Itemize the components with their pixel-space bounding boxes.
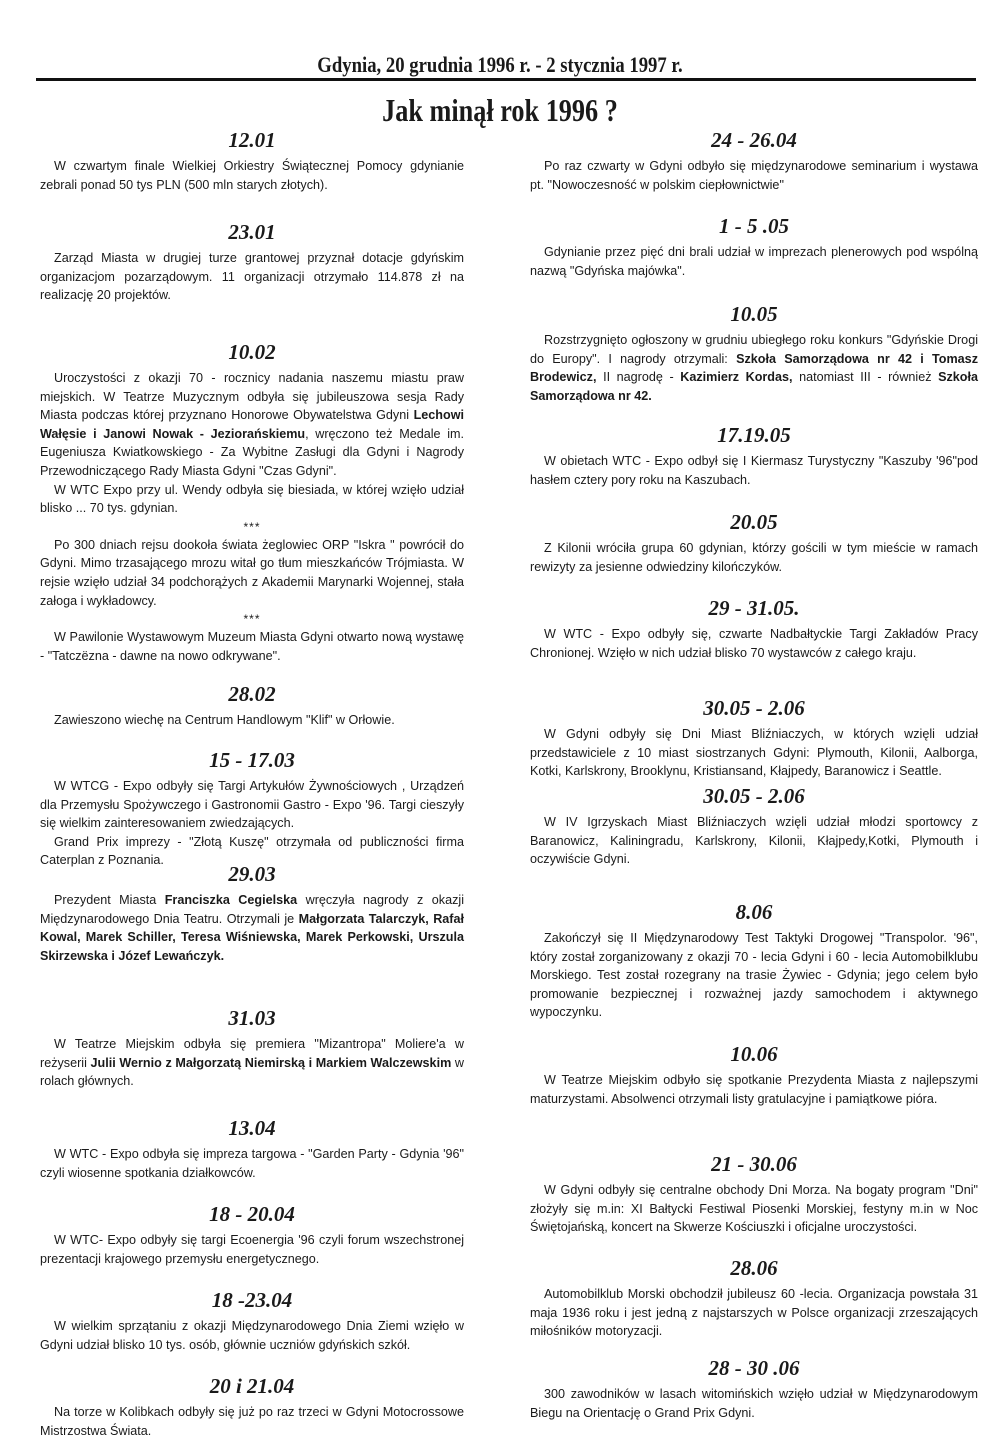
text-run: Po raz czwarty w Gdyni odbyło się międzynarodowe seminarium i wystawa pt. "Nowoczesność w polskim ciepłownictwie": [530, 159, 978, 192]
timeline-entry: [40, 682, 464, 730]
entry-date: 18 - 20.04: [209, 1202, 295, 1226]
text-run: w rolach głównych.: [40, 1055, 464, 1089]
entry-date: 29 - 31.05.: [708, 596, 800, 620]
text-run: Grand Prix imprezy - "Złotą Kuszę" otrzymała od publiczności firma Caterplan z Poznania.: [40, 834, 464, 868]
text-run: natomiast III - również: [792, 370, 939, 385]
entry-paragraph: [530, 1181, 978, 1237]
text-run: Na torze w Kolibkach odbyły się już po raz trzeci w Gdyni Motocrossowe Mistrzostwa Świata.: [40, 1405, 464, 1438]
text-run: Prezydent Miasta: [54, 893, 165, 907]
entry-paragraph: [530, 725, 978, 781]
text-run: W obietach WTC - Expo odbył się I Kiermasz Turystyczny "Kaszuby '96"pod hasłem cztery pory roku na Kaszubach.: [530, 454, 978, 487]
entry-paragraph: [530, 157, 978, 194]
entry-date: 10.06: [730, 1042, 778, 1066]
entry-paragraph: [40, 891, 464, 965]
text-run: Automobilklub Morski obchodził jubileusz 60 -lecia. Organizacja powstała 31 maja 1936 roku i jest jedną z najstarszych w Polsce organizacji zrzeszających miłośników motoryzacji.: [530, 1287, 978, 1339]
entry-date: 15 - 17.03: [209, 748, 295, 772]
entry-paragraph: [40, 1317, 464, 1354]
entry-paragraph: [40, 1145, 464, 1182]
entry-paragraph: [40, 777, 464, 833]
entry-paragraph: [40, 157, 464, 194]
entry-date: 8.06: [735, 900, 773, 924]
timeline-entry: [530, 1042, 978, 1108]
timeline-entry: [40, 1202, 464, 1268]
text-run: 300 zawodników w lasach witomińskich wzięło udział w Międzynarodowym Biegu na Orientację o Grand Prix Gdyni.: [530, 1387, 978, 1420]
timeline-entry: [40, 220, 464, 305]
entry-date: 12.01: [228, 128, 276, 152]
entry-date: 29.03: [228, 862, 276, 886]
bold-name-run: Lechowi Wałęsie i Janowi Nowak - Jeziorańskiemu: [40, 408, 464, 441]
entry-date: 20.05: [730, 510, 778, 534]
text-run: W wielkim sprzątaniu z okazji Międzynarodowego Dnia Ziemi wzięło w Gdyni udział blisko 10 tys. osób, głównie uczniów gdyńskich szkół.: [40, 1319, 464, 1352]
entry-paragraph: [530, 929, 978, 1022]
entry-paragraph: [40, 369, 464, 481]
timeline-entry: [530, 423, 978, 489]
text-run: Zawieszono wiechę na Centrum Handlowym "Klif" w Orłowie.: [54, 713, 395, 727]
entry-date: 24 - 26.04: [711, 128, 797, 152]
entry-paragraph: [530, 243, 978, 280]
text-run: Zarząd Miasta w drugiej turze grantowej przyznał dotacje gdyńskim organizacjom pozarządowym. 11 organizacji otrzymało 114.878 zł na realizację 20 projektów.: [40, 251, 464, 303]
entry-date: 20 i 21.04: [209, 1374, 295, 1398]
entry-date: 1 - 5 .05: [719, 214, 789, 238]
entry-paragraph: [530, 331, 978, 405]
bold-name-run: Szkoła Samorządowa nr 42.: [530, 370, 979, 403]
entry-paragraph: [40, 1403, 464, 1440]
timeline-entry: [530, 1152, 978, 1237]
masthead-rule: [36, 78, 976, 81]
text-run: , wręczono też Medale im. Eugeniusza Kwiatkowskiego - Za Wybitne Zasługi dla Gdyni i Nagrody Przewodniczącego Rady Miasta Gdyni "Czas Gdyni".: [40, 426, 464, 478]
bold-name-run: Kazimierz Kordas,: [680, 370, 793, 385]
text-run: W Pawilonie Wystawowym Muzeum Miasta Gdyni otwarto nową wystawę - "Tatczëzna - dawne na nowo odkrywane".: [40, 630, 464, 663]
entry-date: 31.03: [228, 1006, 276, 1030]
bold-name-run: Franciszka Cegielska: [164, 893, 298, 907]
text-run: Gdynianie przez pięć dni brali udział w imprezach plenerowych pod wspólną nazwą "Gdyńska majówka".: [530, 245, 978, 278]
entry-paragraph: [530, 625, 978, 662]
text-run: Rozstrzygnięto ogłoszony w grudniu ubiegłego roku konkurs "Gdyńskie Drogi do Europy". I nagrody otrzymali:: [530, 333, 978, 366]
entry-paragraph: [530, 452, 978, 489]
text-run: W IV Igrzyskach Miast Bliźniaczych wzięli udział młodzi sportowcy z Baranowicz, Kaliningradu, Karlskrony, Kilonii, Kłajpedy,Kotki, Plymouth i oczywiście Gdyni.: [530, 815, 978, 867]
text-run: W WTCG - Expo odbyły się Targi Artykułów Żywnościowych , Urządzeń dla Przemysłu Spożywczego i Gastronomii Gastro - Expo '96. Targi cieszyły się wielkim zainteresowaniem zwiedzających.: [40, 779, 464, 831]
entry-paragraph: [530, 539, 978, 576]
entry-paragraph: [40, 1231, 464, 1268]
text-run: wręczyła nagrody z okazji Międzynarodowego Dnia Teatru. Otrzymali je: [40, 893, 464, 926]
timeline-entry: [40, 1374, 464, 1440]
entry-date: 23.01: [228, 220, 276, 244]
timeline-entry: [40, 340, 464, 665]
timeline-entry: [40, 862, 464, 965]
entry-paragraph: [40, 249, 464, 305]
text-run: Z Kilonii wróciła grupa 60 gdynian, którzy gościli w tym mieście w ramach rewizyty za jesienne odwiedziny kilończyków.: [530, 541, 978, 574]
entry-paragraph: [530, 1285, 978, 1341]
text-run: Zakończył się II Międzynarodowy Test Taktyki Drogowej "Transpolor. '96", który został zorganizowany z okazji 70 - lecia Gdyni i 60 - lecia Automobilklubu Morskiego. Test został rozegrany na trasie Żywiec - Gdynia; jego celem było promowanie bezpiecznej i rozważnej jazdy samochodem i aktywnego wypoczynku.: [530, 931, 978, 1020]
text-run: W Gdyni odbyły się Dni Miast Bliźniaczych, w których wzięli udział przedstawiciele z 10 miast siostrzanych Gdyni: Plymouth, Kilonii, Aalborga, Kotki, Karlskrony, Brooklynu, Kristiansand, Kłajpedy, Baranowicz i Seattle.: [530, 727, 978, 779]
text-run: W czwartym finale Wielkiej Orkiestry Świątecznej Pomocy gdynianie zebrali ponad 50 tys PLN (500 mln starych złotych).: [40, 159, 464, 192]
timeline-entry: [530, 302, 978, 405]
text-run: W WTC - Expo odbyła się impreza targowa - "Garden Party - Gdynia '96" czyli wiosenne spotkania działkowców.: [40, 1147, 464, 1180]
masthead-date-line: Gdynia, 20 grudnia 1996 r. - 2 stycznia 1997 r.: [317, 52, 683, 77]
entry-paragraph: [40, 536, 464, 610]
text-run: W Teatrze Miejskim odbyło się spotkanie Prezydenta Miasta z najlepszymi maturzystami. Absolwenci otrzymali listy gratulacyjne i pamiątkowe pióra.: [530, 1073, 978, 1106]
timeline-entry: [40, 1116, 464, 1182]
timeline-entry: [530, 900, 978, 1022]
timeline-entry: [530, 596, 978, 662]
bold-name-run: Szkoła Samorządowa nr 42 i Tomasz Brodewicz,: [530, 351, 978, 385]
entry-paragraph: [530, 813, 978, 869]
bold-name-run: Julii Wernio z Małgorzatą Niemirską i Markiem Walczewskim: [90, 1055, 452, 1070]
timeline-entry: [530, 510, 978, 576]
entry-paragraph: [40, 711, 464, 730]
text-run: W WTC- Expo odbyły się targi Ecoenergia '96 czyli forum wszechstronej prezentacji krajowego przemysłu energetycznego.: [40, 1233, 464, 1266]
text-run: II nagrodę -: [596, 370, 681, 385]
timeline-entry: [40, 1006, 464, 1091]
entry-paragraph: [530, 1071, 978, 1108]
entry-paragraph: [530, 1385, 978, 1422]
bold-name-run: Małgorzata Talarczyk, Rafał Kowal, Marek Schiller, Teresa Wiśniewska, Marek Perkowski, Urszula Skirzewska i Józef Lewańczyk.: [40, 911, 465, 963]
timeline-entry: [530, 128, 978, 194]
timeline-entry: [40, 748, 464, 870]
section-separator: ***: [243, 612, 261, 627]
entry-date: 10.05: [730, 302, 778, 326]
entry-paragraph: [40, 628, 464, 665]
text-run: W WTC - Expo odbyły się, czwarte Nadbałtyckie Targi Zakładów Pracy Chronionej. Wzięło w nich udział blisko 70 wystawców z całego kraju.: [530, 627, 978, 660]
timeline-entry: [530, 784, 978, 869]
page-title: Jak minął rok 1996 ?: [382, 92, 618, 128]
entry-date: 28.06: [730, 1256, 778, 1280]
timeline-entry: [530, 214, 978, 280]
text-run: W WTC Expo przy ul. Wendy odbyła się biesiada, w której wzięło udział blisko ... 70 tys. gdynian.: [40, 482, 464, 516]
entry-date: 28 - 30 .06: [708, 1356, 800, 1380]
entry-date: 28.02: [228, 682, 276, 706]
text-run: W Teatrze Miejskim odbyła się premiera "Mizantropa" Moliere'a w reżyserii: [40, 1037, 464, 1070]
section-separator: ***: [243, 519, 261, 534]
text-run: W Gdyni odbyły się centralne obchody Dni Morza. Na bogaty program "Dni" złożyły się m.in: XI Bałtycki Festiwal Piosenki Morskiej, festyny m.in w Noc Świętojańską, koncert na Skwerze Kościuszki i oficjalne uroczystości.: [530, 1183, 978, 1235]
timeline-entry: [530, 1356, 978, 1422]
text-run: Uroczystości z okazji 70 - rocznicy nadania naszemu miastu praw miejskich. W Teatrze Muzycznym odbyła się jubileuszowa sesja Rady Miasta podczas której przyznano Honorowe Obywatelstwa Gdyni: [40, 371, 464, 423]
timeline-entry: [40, 1288, 464, 1354]
entry-date: 17.19.05: [717, 423, 791, 447]
entry-paragraph: [40, 481, 464, 518]
timeline-entry: [40, 128, 464, 194]
entry-date: 21 - 30.06: [711, 1152, 797, 1176]
entry-date: 13.04: [228, 1116, 276, 1140]
entry-date: 30.05 - 2.06: [703, 696, 805, 720]
timeline-entry: [530, 696, 978, 781]
text-run: Po 300 dniach rejsu dookoła świata żeglowiec ORP "Iskra " powrócił do Gdyni. Mimo trzasającego mrozu witał go tłum mieszkańców Trójmiasta. W rejsie wzięło udział 34 podchorążych z Akademii Marynarki Wojennej, stała załoga i wykładowcy.: [40, 537, 464, 608]
entry-paragraph: [40, 1035, 464, 1091]
timeline-entry: [530, 1256, 978, 1341]
entry-date: 30.05 - 2.06: [703, 784, 805, 808]
entry-date: 18 -23.04: [211, 1288, 293, 1312]
entry-date: 10.02: [228, 340, 276, 364]
